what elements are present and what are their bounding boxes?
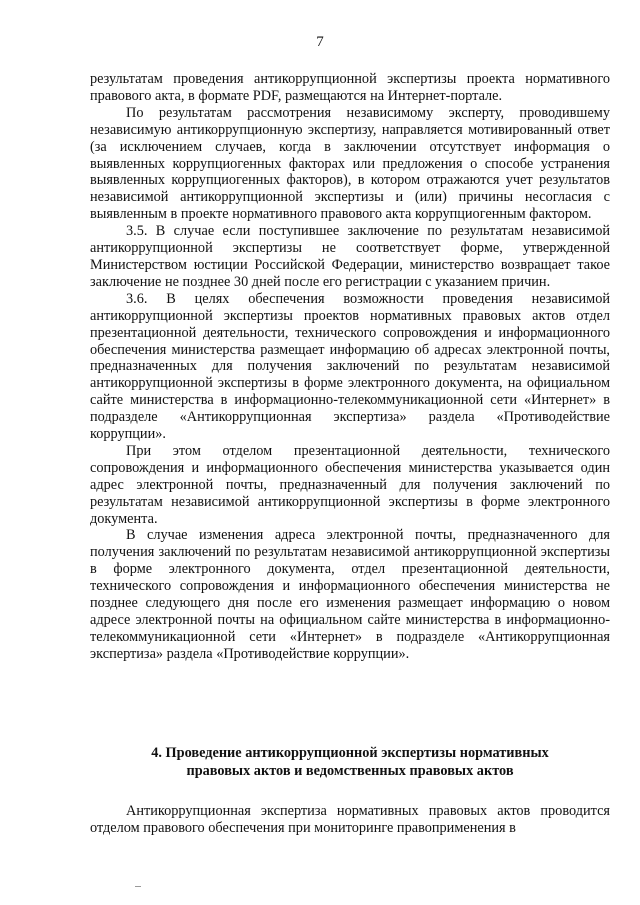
paragraph-email-change: В случае изменения адреса электронной почты, предназначенного для получения заключений по результатам независимой антикоррупционной экспертизы в форме электронного документа, отдел презентационной деятельности, технического сопровождения и информационного обеспечения министерства не позднее следующего дня после его изменения размещает информацию о новом адресе электронной почты на официальном сайте министерства в информационно-телекоммуникационной сети «Интернет» в подразделе «Антикоррупционная экспертиза» раздела «Противодействие коррупции».: [90, 527, 610, 662]
section-4-body: [90, 803, 610, 837]
section-heading-line-2: правовых актов и ведомственных правовых актов: [186, 762, 514, 779]
paragraph-response: По результатам рассмотрения независимому эксперту, проводившему независимую антикоррупционную экспертизу, направляется мотивированный ответ (за исключением случаев, когда в заключении отсутствует информация о выявленных коррупциогенных факторах или предложения о способе устранения выявленных коррупциогенных факторов), в котором отражаются учет результатов независимой антикоррупционной экспертизы и (или) причины несогласия с выявленным в проекте нормативного правового акта коррупциогенным фактором.: [90, 104, 610, 223]
scan-artifact: [135, 886, 141, 887]
section-heading: [90, 745, 610, 780]
page-number: 7: [316, 34, 324, 50]
paragraph-continuation: результатам проведения антикоррупционной экспертизы проекта нормативного правового акта, в формате PDF, размещаются на Интернет-портале.: [90, 71, 610, 104]
section-heading-line-1: 4. Проведение антикоррупционной экспертизы нормативных: [151, 745, 549, 761]
paragraph-3-6: 3.6. В целях обеспечения возможности проведения независимой антикоррупционной экспертизы проектов нормативных правовых актов отдел презентационной деятельности, технического сопровождения и информационного обеспечения министерства размещает информацию об адресах электронной почты, предназначенных для получения заключений по результатам независимой антикоррупционной экспертизы в форме электронного документа, на официальном сайте министерства в информационно-телекоммуникационной сети «Интернет» в подразделе «Антикоррупционная экспертиза» раздела «Противодействие коррупции».: [90, 290, 610, 443]
paragraph-section-4-intro: Антикоррупционная экспертиза нормативных правовых актов проводится отделом правового обеспечения при мониторинге правоприменения в: [90, 803, 610, 836]
paragraph-3-5: 3.5. В случае если поступившее заключение по результатам независимой антикоррупционной экспертизы не соответствует форме, утвержденной Министерством юстиции Российской Федерации, министерство возвращает такое заключение не позднее 30 дней после его регистрации с указанием причин.: [90, 223, 610, 290]
document-body: [90, 71, 610, 663]
paragraph-email-address: При этом отделом презентационной деятельности, технического сопровождения и информационного обеспечения министерства указывается один адрес электронной почты, предназначенный для получения заключений по результатам независимой антикоррупционной экспертизы в форме электронного документа.: [90, 442, 610, 527]
